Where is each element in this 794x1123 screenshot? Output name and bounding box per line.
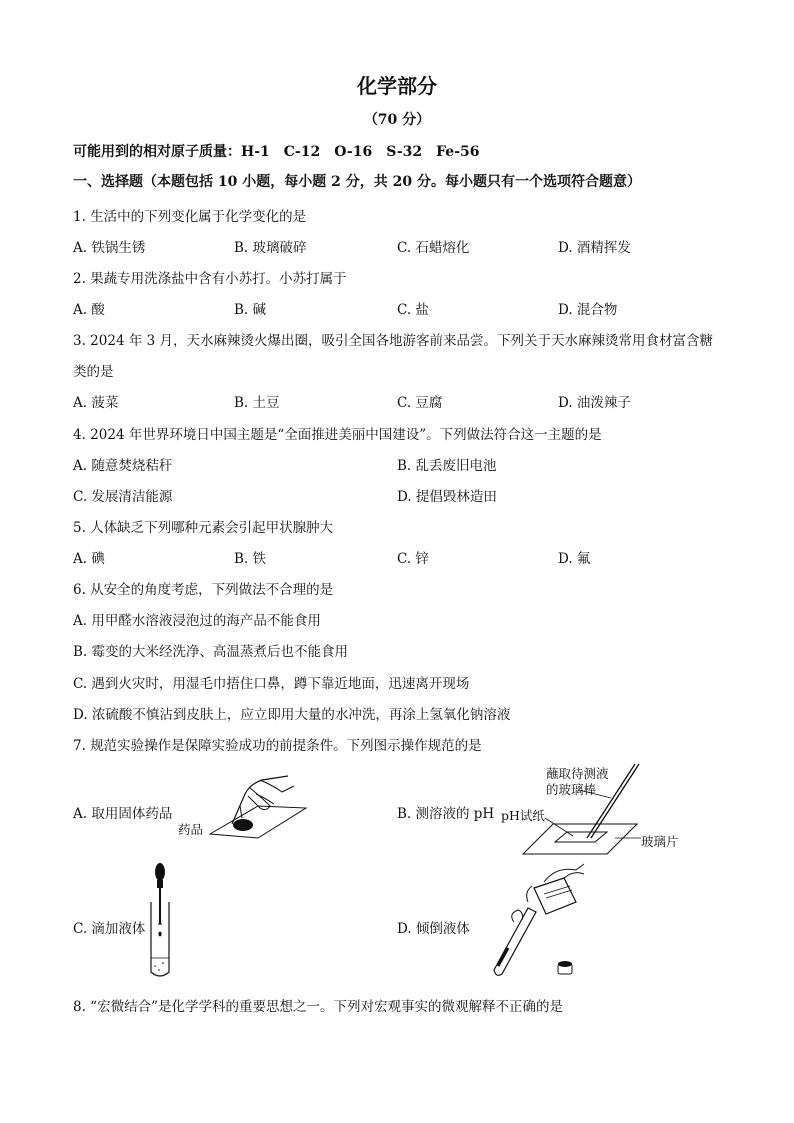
q3-option-c: C. 豆腐 (397, 395, 443, 411)
question-stem-2: 2. 果蔬专用洗涤盐中含有小苏打。小苏打属于 (73, 271, 347, 287)
question-stem-3-line2: 类的是 (73, 364, 114, 380)
label-drug: 药品 (178, 822, 204, 837)
label-glass-slide: 玻璃片 (641, 834, 679, 849)
q7-option-d: D. 倾倒液体 (397, 921, 470, 937)
figure-dropper (143, 862, 177, 982)
q3-option-d: D. 油泼辣子 (558, 395, 631, 411)
question-stem-5: 5. 人体缺乏下列哪种元素会引起甲状腺肿大 (73, 520, 334, 536)
q2-option-d: D. 混合物 (558, 302, 618, 318)
q7-option-c: C. 滴加液体 (73, 921, 146, 937)
q6-option-a: A. 用甲醛水溶液浸泡过的海产品不能食用 (73, 613, 321, 629)
q5-option-c: C. 锌 (397, 551, 429, 567)
question-stem-8: 8. “宏微结合”是化学学科的重要思想之一。下列对宏观事实的微观解释不正确的是 (73, 999, 563, 1015)
question-stem-1: 1. 生活中的下列变化属于化学变化的是 (73, 209, 307, 225)
q4-option-b: B. 乱丢废旧电池 (397, 458, 497, 474)
label-rod-line1: 蘸取待测液 (546, 766, 609, 781)
question-stem-6: 6. 从安全的角度考虑，下列做法不合理的是 (73, 582, 334, 598)
question-stem-7: 7. 规范实验操作是保障实验成功的前提条件。下列图示操作规范的是 (73, 738, 482, 754)
q3-option-a: A. 菠菜 (73, 395, 119, 411)
q2-option-c: C. 盐 (397, 302, 429, 318)
q2-option-b: B. 碱 (234, 302, 267, 318)
section-heading: 一、选择题（本题包括 10 小题，每小题 2 分，共 20 分。每小题只有一个选项符合题意） (73, 174, 641, 190)
q7-option-b: B. 测溶液的 pH (397, 806, 495, 822)
q4-option-c: C. 发展清洁能源 (73, 489, 173, 505)
q7-option-a: A. 取用固体药品 (73, 806, 173, 822)
q1-option-b: B. 玻璃破碎 (234, 240, 307, 256)
q6-option-b: B. 霉变的大米经洗净、高温蒸煮后也不能食用 (73, 644, 349, 660)
q5-option-a: A. 碘 (73, 551, 105, 567)
atomic-masses: 可能用到的相对原子质量：H-1 C-12 O-16 S-32 Fe-56 (73, 144, 480, 160)
q1-option-c: C. 石蜡熔化 (397, 240, 470, 256)
q1-option-d: D. 酒精挥发 (558, 240, 631, 256)
figure-ph-test (515, 760, 645, 860)
question-stem-4: 4. 2024 年世界环境日中国主题是“全面推进美丽中国建设”。下列做法符合这一主题的是 (73, 427, 602, 443)
q5-option-d: D. 氟 (558, 551, 591, 567)
label-ph-paper: pH试纸 (501, 808, 545, 823)
q1-option-a: A. 铁锅生锈 (73, 240, 146, 256)
question-stem-3-line1: 3. 2024 年 3 月，天水麻辣烫火爆出圈，吸引全国各地游客前来品尝。下列关于天水麻辣烫常用食材富含糖 (73, 333, 713, 349)
page-title: 化学部分 (357, 74, 437, 98)
q6-option-c: C. 遇到火灾时，用湿毛巾捂住口鼻，蹲下靠近地面，迅速离开现场 (73, 676, 470, 692)
q5-option-b: B. 铁 (234, 551, 267, 567)
label-rod-line2: 的玻璃棒 (546, 782, 597, 797)
score-note: （70 分） (363, 112, 431, 128)
q4-option-a: A. 随意焚烧秸秆 (73, 458, 173, 474)
q4-option-d: D. 提倡毁林造田 (397, 489, 497, 505)
q6-option-d: D. 浓硫酸不慎沾到皮肤上，应立即用大量的水冲洗，再涂上氢氧化钠溶液 (73, 707, 511, 723)
q2-option-a: A. 酸 (73, 302, 105, 318)
figure-pouring-liquid (484, 862, 594, 982)
q3-option-b: B. 土豆 (234, 395, 280, 411)
